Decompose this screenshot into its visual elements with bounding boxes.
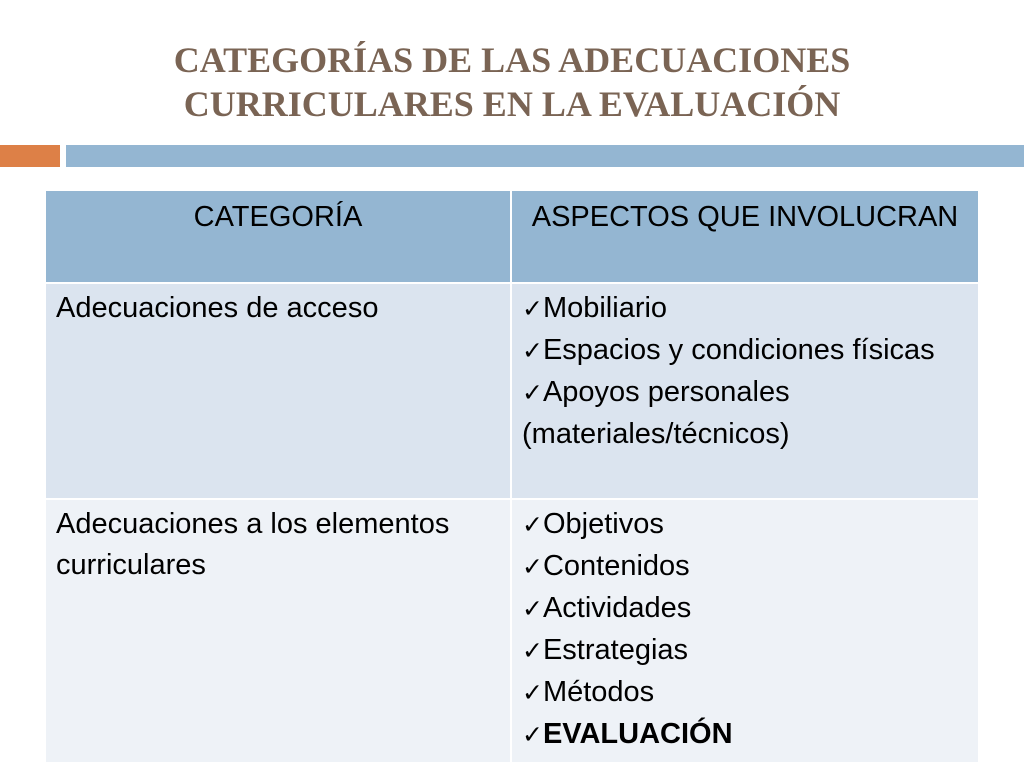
- accent-bar-blue: [66, 145, 1024, 167]
- accent-bar-orange: [0, 145, 60, 167]
- checkmark-icon: ✓: [522, 511, 543, 539]
- row-category: Adecuaciones de acceso: [45, 283, 511, 499]
- header-category: CATEGORÍA: [45, 190, 511, 283]
- checkmark-icon: ✓: [522, 679, 543, 707]
- row-aspects: [511, 499, 979, 763]
- header-aspects: ASPECTOS QUE INVOLUCRAN: [511, 190, 979, 283]
- checkmark-icon: ✓: [522, 295, 543, 323]
- categories-table: [44, 189, 980, 764]
- checkmark-icon: ✓: [522, 553, 543, 581]
- slide-title-line-2: CURRICULARES EN LA EVALUACIÓN: [183, 84, 841, 124]
- checkmark-icon: ✓: [522, 379, 543, 407]
- checkmark-icon: ✓: [522, 595, 543, 623]
- aspect-item: ✓Métodos: [522, 676, 655, 708]
- row-aspects: [511, 283, 979, 499]
- aspect-item: ✓EVALUACIÓN: [522, 718, 733, 750]
- slide-title-line-1: CATEGORÍAS DE LAS ADECUACIONES: [173, 40, 851, 80]
- aspect-item: ✓Estrategias: [522, 634, 689, 666]
- aspect-item: ✓Contenidos: [522, 550, 690, 582]
- checkmark-icon: ✓: [522, 337, 543, 365]
- checkmark-icon: ✓: [522, 721, 543, 749]
- aspect-item: ✓Mobiliario: [522, 292, 668, 324]
- checkmark-icon: ✓: [522, 637, 543, 665]
- slide-title: [60, 38, 964, 126]
- aspect-item: ✓Actividades: [522, 592, 692, 624]
- table-row: [45, 283, 979, 499]
- table-header-row: [45, 190, 979, 283]
- aspect-item: ✓Objetivos: [522, 508, 664, 540]
- aspect-item: ✓Espacios y condiciones físicas: [522, 334, 935, 366]
- aspect-item: ✓Apoyos personales (materiales/técnicos): [522, 376, 790, 450]
- table-row: [45, 499, 979, 763]
- row-category: Adecuaciones a los elementos curriculares: [45, 499, 511, 763]
